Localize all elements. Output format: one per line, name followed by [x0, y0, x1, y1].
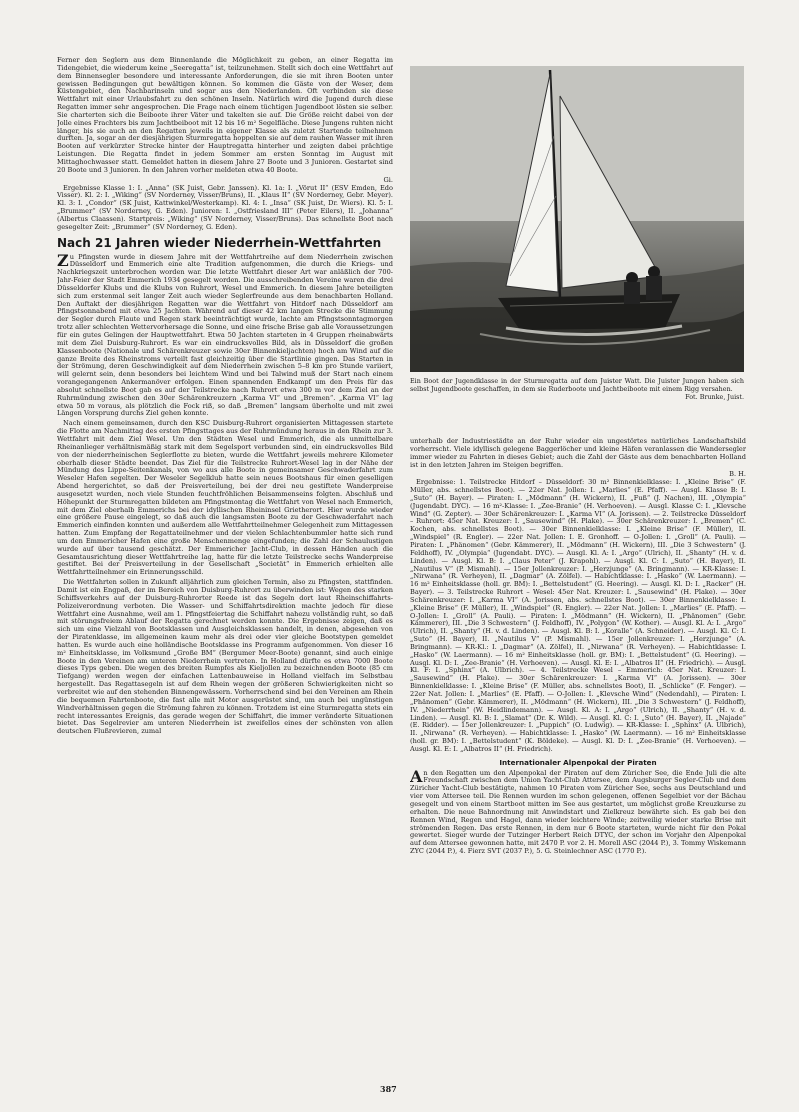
photo-caption-text: Ein Boot der Jugendklasse in der Sturmregatta auf dem Juister Watt. Die Juister Jungen haben sich selbst Jugendboote geschaffen, in dem sie Ruderboote und Jachtbeiboote mit einem Rigg versahen.	[410, 377, 744, 393]
article-paragraph-3: Die Wettfahrten sollen in Zukunft alljährlich zum gleichen Termin, also zu Pfingsten, stattfinden. Damit ist ein Engpaß, der im Bereich von Duisburg-Ruhrort zu überwinden ist: Wegen des starken Schiffsverkehrs auf der Duisburg-Ruhrorter Reede ist das Segeln dort laut Rheinschiffahrts-Polizeiverordnung verboten. Die Wasser- und Schiffahrtsdirektion machte jedoch für diese Wettfahrt eine Ausnahme, weil am 1. Pfingstfeiertag die Schiffahrt nahezu vollständig ruht, so daß mit störungsfreiem Ablauf der Regatta gerechnet werden konnte. Die Ergebnisse zeigen, daß es sich um eine Vielzahl von Bootsklassen und Ausgleichsklassen handelt, in denen, abgesehen von der Piratenklasse, im allgemeinen kaum mehr als drei oder vier gleiche Bootstypen gemeldet hatten. Es wurde auch eine holländische Bootsklasse ins Programm aufgenommen. Von dieser 16 m² Einheitsklasse, im Volksmund „Große BM“ (Bergumer Meer-Boote) genannt, sind auch einige Boote in den Vereinen am unteren Niederrhein vertreten. In Holland dürfte es etwa 7000 Boote dieses Typs geben. Die wegen des breiten Rumpfes als Kieljollen zu bezeichnenden Boote (85 cm Tiefgang) werden wegen der einfachen Lattenbauweise in Holland vielfach im Selbstbau hergestellt. Das Regattasegeln ist auf dem Rhein wegen der größeren Schwierigkeiten nicht so verbreitet wie auf den stehenden Binnengewässern. Vorherrschend sind bei den Vereinen am Rhein die bequemen Fahrtenboote, die fast alle mit Motor ausgerüstet sind, um auch bei ungünstigen Windverhältnissen gegen die Strömung fahren zu können. Trotzdem ist eine Sturmregatta stets ein recht interessantes Ereignis, das gerade wegen der Schiffahrt, die immer veränderte Situationen bietet. Das Segelrevier am unteren Niederrhein ist zweifellos eines der schönsten von allen deutschen Flußrevieren, zumal	[57, 578, 393, 736]
article-paragraph-2: Nach einem gemeinsamen, durch den KSC Duisburg-Ruhrort organisierten Mittagessen startete die Flotte am Nachmittag des ersten Pfingsttages aus der Ruhrmündung heraus in den Rhein zur 3. Wettfahrt mit dem Ziel Wesel. Um den Städten Wesel und Emmerich, die als unmittelbare Rheinanlieger verhältnismäßig stark mit dem Segelsport verbunden sind, ein eindrucksvolles Bild von der niederrheinischen Seglerflotte zu bieten, wurde die Wettfahrt jeweils mehrere Kilometer oberhalb dieser Städte beendet. Das Ziel für die Teilstrecke Ruhrort-Wesel lag in der Nähe der Mündung des Lippe-Seitenkanals, von wo aus alle Boote in gemeinsamer Geschwaderfahrt zum Weseler Hafen segelten. Der Weseler Segelklub hatte sein neues Bootshaus für einen geselligen Abend hergerichtet, so daß der Preisverteilung, bei der drei neu gestiftete Wanderpreise ausgesetzt wurden, noch viele Stunden feuchtfröhlichen Beisammenseins folgten. Abschluß und Höhepunkt der Sturmregatten bildeten am Pfingstmontag die Wettfahrt von Wesel nach Emmerich, mit dem Ziel oberhalb Emmerichs bei der idyllischen Rheininsel Grietherort. Hier wurde wieder eine größere Pause eingelegt, so daß auch die langsamsten Boote zu der Geschwaderfahrt nach Emmerich einfinden konnten und außerdem alle Wettfahrtteilnehmer Gelegenheit zum Mittagessen hatten. Zum Empfang der Regattateilnehmer und der vielen Schlachtenbummler hatte sich rund um den Emmericher Hafen eine große Menschenmenge eingefunden; die Zahl der Schaulustigen wurde auf über tausend geschätzt. Der Emmericher Jacht-Club, in dessen Händen auch die Gesamtausrichtung dieser Wettfahrtreihe lag, hatte für die letzte Teilstrecke sechs Wanderpreise gestiftet. Bei der Preisverteilung in der Gesellschaft „Societät“ in Emmerich erhielten alle Wettfahrtteilnehmer ein Erinnerungsschild.	[57, 419, 393, 577]
right-column	[410, 438, 746, 1082]
article-heading: Nach 21 Jahren wieder Niederrhein-Wettfahrten	[57, 235, 382, 250]
sailing-photo	[410, 66, 744, 372]
intro-signature: Gi.	[383, 175, 393, 184]
sailboat-picture	[410, 66, 744, 372]
article-paragraph-1: Zu Pfingsten wurde in diesem Jahre mit der Wettfahrtreihe auf dem Niederrhein zwischen Düsseldorf und Emmerich eine alte Tradition aufgenommen, die durch die Kriegs- und Nachkriegszeit unterbrochen worden war. Die letzte Wettfahrt dieser Art war anläßlich der 700-Jahr-Feier der Stadt Emmerich 1934 gesegelt worden. Die ausschreibenden Vereine waren die drei Düsseldorfer Klubs und die Klubs von Ruhrort, Wesel und Emmerich. In diesem Jahre beteiligten sich zum erstenmal seit langer Zeit auch wieder Seglerfreunde aus dem benachbarten Holland. Den Auftakt der diesjährigen Regatten war die Wettfahrt von Hitdorf nach Düsseldorf am Pfingstsonnabend mit etwa 25 Jachten. Während auf dieser 42 km langen Strecke die Stimmung der Segler durch Flaute und Regen stark beeinträchtigt wurde, lachte am Pfingstsonntagmorgen trotz aller schlechten Wettervorhersage die Sonne, und eine frische Brise gab alle Voraussetzungen für ein gutes Gelingen der Hauptwettfahrt. Etwa 50 Jachten starteten in 4 Gruppen rheinabwärts mit dem Ziel Duisburg-Ruhrort. Es war ein eindrucksvolles Bild, als in Düsseldorf die großen Klassenboote (Nationale und Schärenkreuzer sowie 30er Binnenkieljachten) hoch am Wind auf die ganze Breite des Rheinstroms verteilt fast gleichzeitig über die Startlinie gingen. Das Starten in der Strömung, deren Geschwindigkeit auf dem Niederrhein zwischen 5–8 km pro Stunde variiert, will gelernt sein, denn besonders bei leichtem Wind und bei Talwind muß der Start nach einem vorangegangenen Ankermanöver erfolgen. Einen spannenden Endkampf um den Preis für das absolut schnellste Boot gab es auf der Teilstrecke nach Ruhrort etwa 300 m vor dem Ziel an der Ruhrmündung zwischen den 30er Schärenkreuzern „Karma VI“ und „Bremen“. „Karma VI“ lag etwa 50 m voraus, als plötzlich die Fock riß, so daß „Bremen“ langsam überholte und mit zwei Längen Vorsprung durchs Ziel gehen konnte.	[57, 250, 393, 418]
alpenpokal-heading: Internationaler Alpenpokal der Piraten	[499, 757, 657, 767]
intro-paragraph: Ferner den Seglern aus dem Binnenlande die Möglichkeit zu geben, an einer Regatta im Tidengebiet, die wiederum keine „Seeregatta“ ist, teilzunehmen. Stellt sich doch eine Wettfahrt auf dem Binnensegler besondere und interessante Anforderungen, die sie mit ihren Booten unter gewissen Bedingungen gut bewältigen können. So kommen die Gäste von der Weser, dem Küstengebiet, den Nachbarinseln und sogar aus den Niederlanden. Oft verbinden sie diese Wettfahrt mit einer Urlaubsfahrt zu den schönen Inseln. Natürlich wird die Jugend durch diese Regatten immer sehr angesprochen. Die Frage nach einem tüchtigen Jugendboot lösten sie selber. Sie charterten sich die Beiboote ihrer Väter und takelten sie auf. Die Größe reicht dabei von der Jolle eines Frachters bis zum Jachtbeiboot mit 12 bis 16 m² Segelfläche. Diese Jungens ruhten nicht länger, bis sie auch an den Regatten jeweils in eigener Klasse als zuletzt Startende teilnehmen durften. Ja, sogar an der diesjährigen Sturmregatta hoppelten sie auf dem rauhen Wasser mit ihren Booten auf verkürzter Strecke hinter der Hauptregatta hinterher und zeigten dabei prächtige Leistungen. Die Regatta findet in jedem Sommer am ersten Sonntag im August mit Mittaghochwasser statt. Gemeldet hatten in diesem Jahre 27 Boote und 3 Junioren. Gestartet sind 20 Boote und 3 Junioren. In den Jahren vorher meldeten etwa 40 Boote.	[57, 57, 393, 174]
continuation-paragraph: unterhalb der Industriestädte an der Ruhr wieder ein ungestörtes natürliches Landschaftsbild vorherrscht. Viele idyllisch gelegene Baggerlöcher und kleine Häfen veranlassen die Wandersegler immer wieder zu Fahrten in dieses Gebiet; auch die Zahl der Gäste aus dem benachbarten Holland ist in den letzten Jahren im Steigen begriffen.	[410, 438, 746, 469]
photo-caption	[410, 377, 744, 401]
article-signature: B. H.	[729, 470, 746, 479]
page-number: 387	[380, 1084, 397, 1094]
niederrhein-results: Ergebnisse: 1. Teilstrecke Hitdorf – Düsseldorf: 30 m² Binnenkielklasse: I. „Kleine Brise“ (F. Müller, abs. schnellstes Boot). — 22er Nat. Jollen: I. „Marlies“ (E. Pfaff). — Ausgl. Klasse B: I. „Suto“ (H. Bayer). — Piraten: I. „Mödmann“ (H. Wickern), II. „Fuß“ (J. Nachen), III. „Olympia“ (Jugendabt. DYC). — 16 m²-Klasse: I. „Zee-Branie“ (H. Verhoeven). — Ausgl. Klasse C: I. „Klevsche Wind“ (G. Zepter). — 30er Schärenkreuzer: I. „Karma VI“ (A. Jorissen). — 2. Teilstrecke Düsseldorf – Ruhrort: 45er Nat. Kreuzer: I. „Sausewind“ (H. Plake). — 30er Schärenkreuzer: I. „Bremen“ (C. Kochen, abs. schnellstes Boot). — 30er Binnenkielklasse: I. „Kleine Brise“ (F. Müller), II. „Windspiel“ (R. Engler). — 22er Nat. Jollen: I. E. Gronhoff. — O-Jollen: I. „Groll“ (A. Pauli). — Piraten: I. „Phänomen“ (Gebr. Kämmerer), II. „Mödmann“ (H. Wickern), III. „Die 3 Schwestern“ (J. Feldhoff), IV. „Olympia“ (Jugendabt. DYC). — Ausgl. Kl. A: I. „Argo“ (Ulrich), II. „Shanty“ (H. v. d. Linden). — Ausgl. Kl. B: I. „Claus Peter“ (J. Krapohl). — Ausgl. Kl. C: I. „Suto“ (H. Bayer), II. „Nautilus V“ (P. Mismahl). — 15er Jollenkreuzer: I. „Herzjunge“ (A. Bringmann). — KR-Klasse: I. „Nirwana“ (R. Verheyen), II. „Dagmar“ (A. Zölfel). — Habichtklasse: I. „Hasko“ (W. Laermann). — 16 m² Einheitsklasse (holl. gr. BM): I. „Bettelstudent“ (G. Heering). — Ausgl. Kl. D: I. „Racker“ (H. Bayer). — 3. Teilstrecke Ruhrort – Wesel: 45er Nat. Kreuzer: I. „Sausewind“ (H. Plake). — 30er Schärenkreuzer: I. „Karma VI“ (A. Jorissen, abs. schnellstes Boot). — 30er Binnenkielklasse: I. „Kleine Brise“ (F. Müller), II. „Windspiel“ (R. Engler). — 22er Nat. Jollen: I. „Marlies“ (E. Pfaff). — O-Jollen: I. „Groll“ (A. Pauli). — Piraten: I. „Mödmann“ (H. Wickern), II. „Phänomen“ (Gebr. Kämmerer), III. „Die 3 Schwestern“ (J. Feldhoff), IV. „Polygon“ (W. Kother). — Ausgl. Kl. A: I. „Argo“ (Ulrich), II. „Shanty“ (H. v. d. Linden). — Ausgl. Kl. B: I. „Koralle“ (A. Schneider). — Ausgl. Kl. C: I. „Suto“ (H. Bayer), II. „Nautilus V“ (P. Mismahl). — 15er Jollenkreuzer: I. „Herzjunge“ (A. Bringmann). — KR-Kl.: I. „Dagmar“ (A. Zölfel), II. „Nirwana“ (R. Verheyen). — Habichtklasse: I. „Hasko“ (W. Laermann). — 16 m² Einheitsklasse (holl. gr. BM): I. „Bettelstudent“ (G. Heering). — Ausgl. Kl. D: I. „Zee-Branie“ (H. Verhoeven). — Ausgl. Kl. E: I. „Albatros II“ (H. Friedrich). — Ausgl. Kl. F: I. „Sphinx“ (A. Ulbrich). — 4. Teilstrecke Wesel – Emmerich: 45er Nat. Kreuzer: I. „Sausewind“ (H. Plake). — 30er Schärenkreuzer: I. „Karma VI“ (A. Jorissen). — 30er Binnenkielklasse: I. „Kleine Brise“ (F. Müller, abs. schnellstes Boot), II. „Schlicke“ (F. Fenger). — 22er Nat. Jollen: I. „Marlies“ (E. Pfaff). — O-Jollen: I. „Klevsche Wind“ (Nedendahl), — Piraten: I. „Phänomen“ (Gebr. Kämmerer), II. „Mödmann“ (H. Wickern), III. „Die 3 Schwestern“ (J. Feldhoff), IV. „Niederrhein“ (W. Heidlindemann). — Ausgl. Kl. A: I. „Argo“ (Ulrich), II. „Shanty“ (H. v. d. Linden). — Ausgl. Kl. B: I. „Slamat“ (Dr. K. Wild). — Ausgl. Kl. C: I. „Suto“ (H. Bayer), II. „Najade“ (E. Ridder). — 15er Jollenkreuzer: I. „Puppich“ (O. Ludwig). — KR-Klasse: I. „Sphinx“ (A. Ulbrich), II. „Nirwana“ (R. Verheyen). — Habichtklasse: I. „Hasko“ (W. Laermann). — 16 m² Einheitsklasse (holl. gr. BM): I. „Bettelstudent“ (K. Böldeke). — Ausgl. Kl. D: I. „Zee-Branie“ (H. Verhoeven). — Ausgl. Kl. E: I. „Albatros II“ (H. Friedrich).	[410, 478, 746, 753]
left-column	[57, 57, 393, 1082]
juist-results: Ergebnisse Klasse 1: I. „Anna“ (SK Juist, Gebr. Janssen). Kl. 1a: I. „Vörut II“ (ESV Emden, Edo Visser). Kl. 2: I. „Wiking“ (SV Norderney, Visser/Bruns), II. „Klaus II“ (SV Norderney, Gebr. Meyer). Kl. 3: I. „Condor“ (SK Juist, Kattwinkel/Westerkamp). Kl. 4: I. „Insa“ (SK Juist, Dr. Wiers). Kl. 5: I. „Brummer“ (SV Norderney, G. Eden). Junioren: I. „Ostfriesland III“ (Peter Eilers), II. „Johanna“ (Albertus Claassen). Startpreis: „Wiking“ (SV Norderney, Visser/Bruns). Das schnellste Boot nach gesegelter Zeit: „Brummer“ (SV Norderney, G. Eden).	[57, 183, 393, 231]
alpenpokal-paragraph: An den Regatten um den Alpenpokal der Piraten auf dem Züricher See, die Ende Juli die alte Freundschaft zwischen dem Union Yacht-Club Attersee, dem Augsburger Segler-Club und dem Züricher Yacht-Club bestätigte, nahmen 10 Piraten vom Züricher See, sechs aus Deutschland und vier vom Attersee teil. Die Rennen wurden im schon gelegenen, offenen Segelbiet vor der Bächau gesegelt und von einem Startboot mitten im See aus gestartet, um möglichst große Kreuzkurse zu erhalten. Die neue Bahnordnung mit Anwindstart und Zielkreuz bewährte sich. Es gab bei den Rennen Wind, Regen und Hagel, dann wieder leichtere Winde; zeitweilig wieder starke Brise mit strömenden Regen. Das erste Rennen, in dem nur 6 Boote starteten, wurde nicht für den Pokal gewertet. Sieger wurde der Tutzinger Herbert Reich DTYC, der schon im Vorjahr den Alpenpokal auf dem Attersee gewonnen hatte, mit 2470 P. vor 2. H. Morell ASC (2044 P.), 3. Tommy Wiskemann ZYC (2044 P.), 4. Fierz SVT (2037 P.), 5. G. Steinlechner ASC (1770 P.).	[410, 766, 746, 856]
photo-credit: Fot. Brunke, Juist.	[685, 393, 744, 401]
